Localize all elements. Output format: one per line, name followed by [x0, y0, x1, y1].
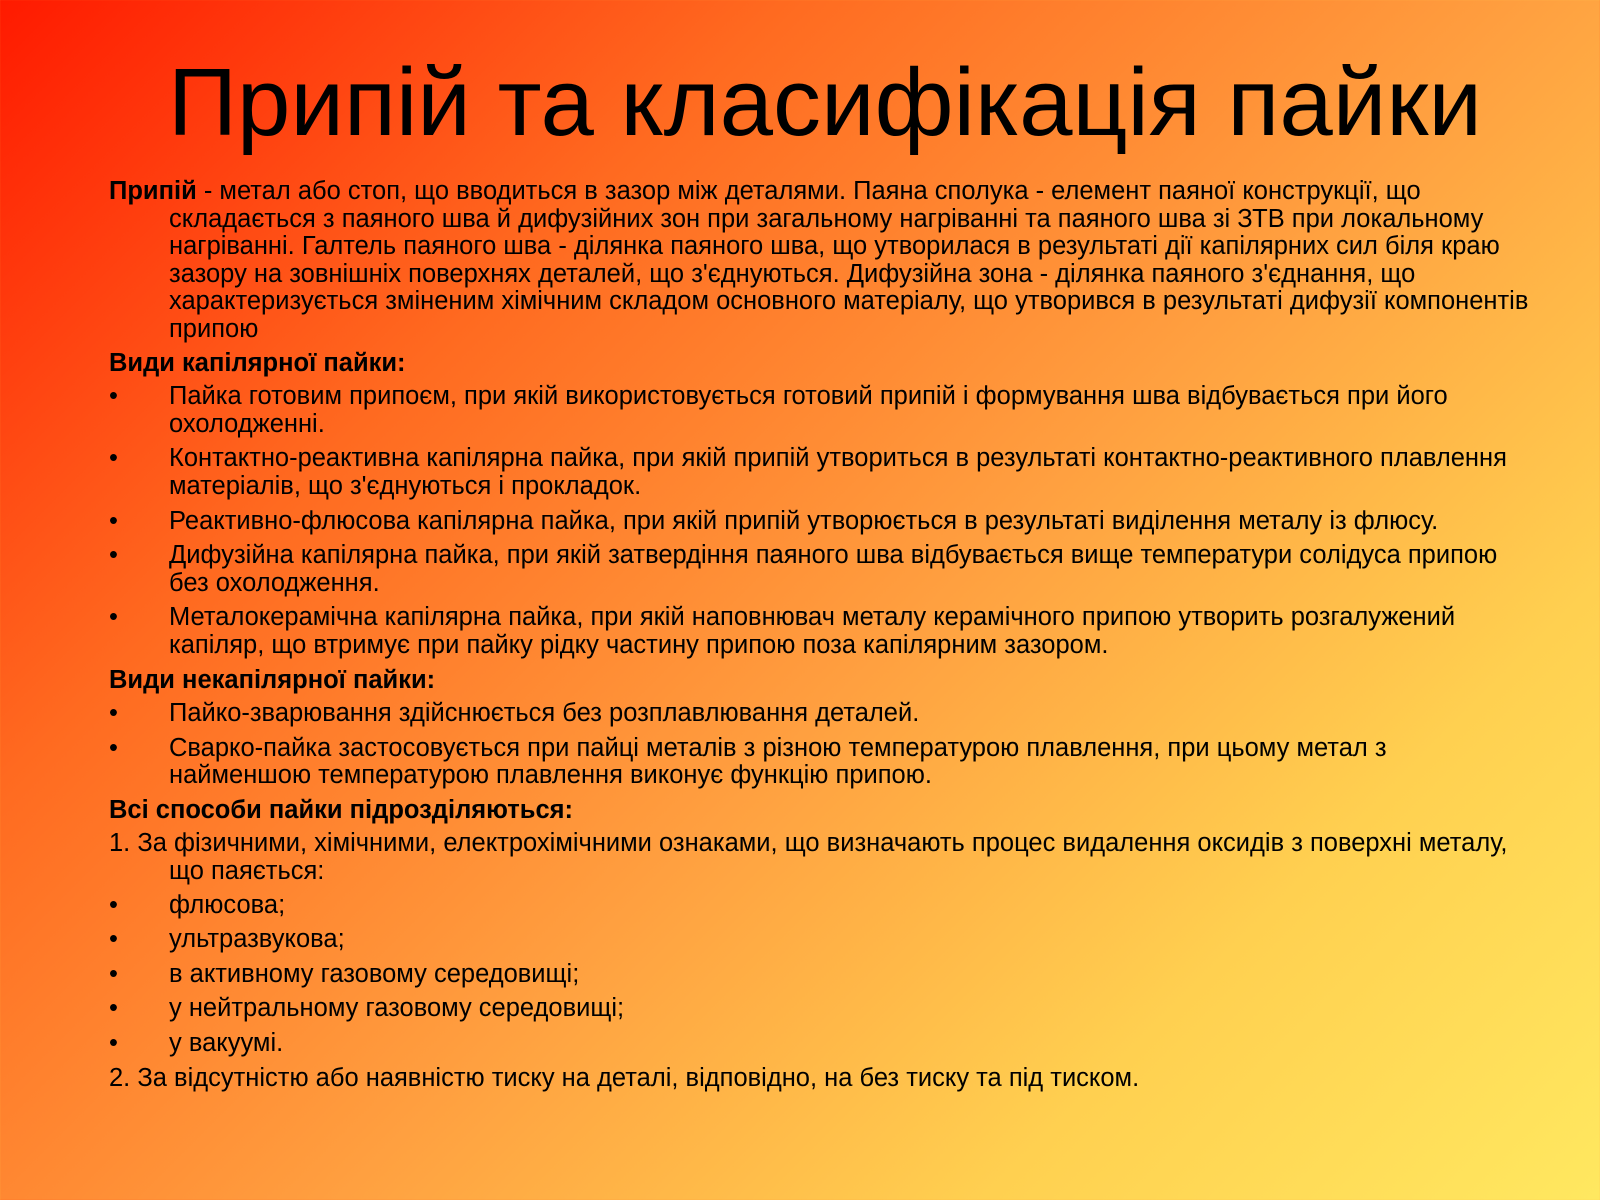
capillary-item-text: Металокерамічна капілярна пайка, при якій наповнювач металу керамічного припою утворить розгалужений капіляр, що втримує при пайку рідку частину припою поза капілярним зазором. [169, 603, 1456, 659]
intro-paragraph [109, 178, 1529, 344]
noncapillary-heading: Види некапілярної пайки: [109, 665, 436, 694]
method-item [109, 892, 1529, 920]
method-item [109, 926, 1529, 954]
noncapillary-item-text: Пайко-зварювання здійснюється без розплавлювання деталей. [169, 699, 920, 728]
methods-point-1: 1. За фізичними, хімічними, електрохімічними ознаками, що визначають процес видалення оксидів з поверхні металу, що паяється: [109, 829, 1508, 886]
bullet-marker: • [109, 959, 118, 988]
bullet-marker: • [109, 506, 118, 535]
method-item [109, 1030, 1529, 1058]
method-item-text: в активному газовому середовищі; [169, 959, 580, 988]
capillary-item-text: Контактно-реактивна капілярна пайка, при якій припій утвориться в результаті контактно-реактивного плавлення матеріалів, що з'єднуються і прокладок. [169, 444, 1507, 500]
method-item [109, 995, 1529, 1023]
capillary-item-text: Дифузійна капілярна пайка, при якій затвердіння паяного шва відбувається вище температури солідуса припою без охолодження. [169, 541, 1498, 597]
methods-heading: Всі способи пайки підрозділяються: [109, 795, 574, 824]
bullet-marker: • [109, 541, 118, 570]
intro-term: Припій [109, 177, 197, 205]
methods-point-2: 2. За відсутністю або наявністю тиску на деталі, відповідно, на без тиску та під тиском. [109, 1063, 1140, 1092]
bullet-marker: • [109, 890, 118, 919]
capillary-item-text: Пайка готовим припоєм, при якій використовується готовий припій і формування шва відбувається при його охолодженні. [169, 382, 1448, 438]
bullet-marker: • [109, 925, 118, 954]
bullet-marker: • [109, 1029, 118, 1058]
capillary-heading: Види капілярної пайки: [109, 348, 406, 377]
method-item-text: у нейтральному газовому середовищі; [169, 994, 625, 1023]
bullet-marker: • [109, 444, 118, 473]
bullet-marker: • [109, 382, 118, 411]
slide-body [109, 178, 1529, 1098]
capillary-item [109, 508, 1529, 536]
method-item [109, 961, 1529, 989]
bullet-marker: • [109, 699, 118, 728]
capillary-item-text: Реактивно-флюсова капілярна пайка, при якій припій утворюється в результаті виділення металу із флюсу. [169, 506, 1439, 535]
noncapillary-item [109, 700, 1529, 728]
capillary-item [109, 445, 1529, 500]
noncapillary-item-text: Сварко-пайка застосовується при пайці металів з різною температурою плавлення, при цьому метал з найменшою температурою плавлення виконує функцію припою. [169, 733, 1387, 790]
capillary-item [109, 383, 1529, 438]
capillary-item [109, 604, 1529, 659]
method-item-text: ультразвукова; [169, 925, 345, 954]
method-item-text: флюсова; [169, 890, 286, 919]
noncapillary-item [109, 735, 1529, 790]
intro-text: - метал або стоп, що вводиться в зазор між деталями. Паяна сполука - елемент паяної конструкції, що складається з паяного шва й дифузійних зон при загальному нагріванні та паяного шва зі ЗТВ при локальному нагріванні. Галтель паяного шва - ділянка паяного шва, що утворилася в результаті дії капілярних сил біля краю зазору на зовнішніх поверхнях деталей, що з'єднуються. Дифузійна зона - ділянка паяного з'єднання, що характеризується зміненим хімічним складом основного матеріалу, що утворився в результаті дифузії компонентів припою [169, 177, 1529, 343]
method-item-text: у вакуумі. [169, 1029, 284, 1058]
bullet-marker: • [109, 603, 118, 632]
bullet-marker: • [109, 733, 118, 762]
capillary-item [109, 542, 1529, 597]
bullet-marker: • [109, 994, 118, 1023]
slide-title: Припій та класифікація пайки [167, 49, 1483, 156]
